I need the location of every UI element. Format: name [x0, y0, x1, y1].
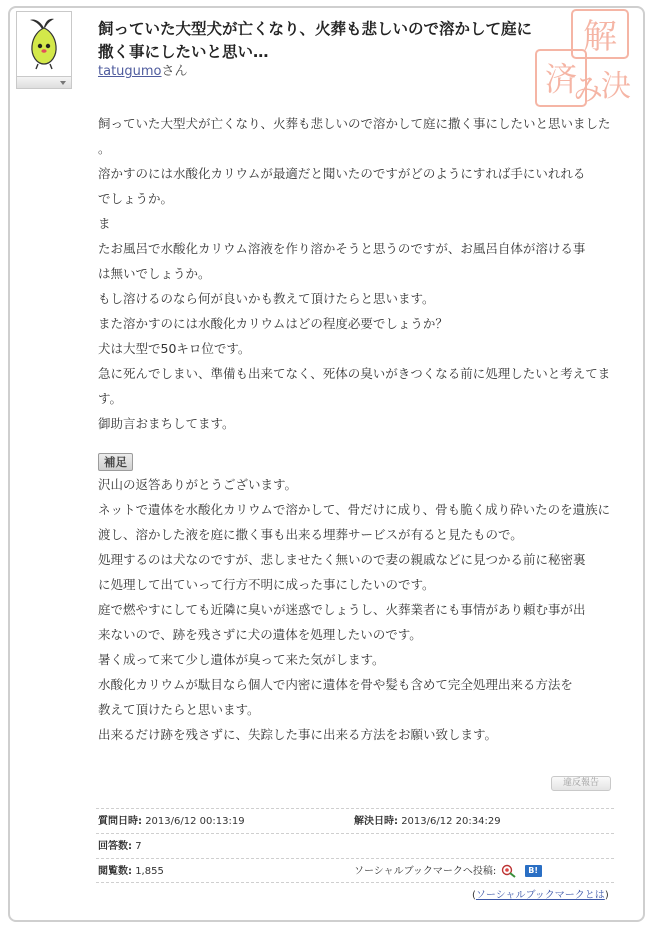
- resolved-label: 解決日時:: [354, 816, 398, 827]
- report-violation-button[interactable]: 違反報告: [551, 776, 611, 791]
- svg-text:解: 解: [583, 17, 617, 57]
- avatar[interactable]: [16, 11, 72, 89]
- question-body-line: は無いでしょうか。: [98, 266, 211, 281]
- bookmark-pin-icon[interactable]: [501, 864, 517, 878]
- resolved-datetime: [354, 809, 501, 834]
- question-body-line: もし溶けるのなら何が良いかも教えて頂けたらと思います。: [98, 291, 435, 306]
- answer-count: [98, 834, 142, 859]
- sprout-character-icon: [17, 12, 71, 76]
- svg-text:決: 決: [601, 69, 631, 104]
- asked-label: 質問日時:: [98, 816, 142, 827]
- question-body-line: す。: [98, 391, 123, 406]
- social-bookmark-label: ソーシャルブックマークへ投稿:: [354, 866, 497, 877]
- meta-row-answers: [96, 833, 614, 858]
- supplement-line: 庭で燃やすにしても近隣に臭いが迷惑でしょうし、火葬業者にも事情があり頼む事が出: [98, 602, 586, 617]
- question-body-line: また溶かすのには水酸化カリウムはどの程度必要でしょうか？: [98, 316, 448, 331]
- answers-value: 7: [135, 841, 142, 852]
- question-body-line: でしょうか。: [98, 191, 174, 206]
- question-title: 飼っていた大型犬が亡くなり、火葬も悲しいので溶かして庭に撒く事にしたいと思い…: [98, 20, 533, 61]
- question-body-line: 犬は大型で50キロ位です。: [98, 341, 251, 356]
- answers-label: 回答数:: [98, 841, 132, 852]
- author-line: [98, 60, 188, 79]
- question-body-line: 溶かすのには水酸化カリウムが最適だと聞いたのですがどのようにすれば手にいれれる: [98, 166, 586, 181]
- supplement-badge: 補足: [98, 453, 133, 471]
- question-body-line: 急に死んでしまい、準備も出来てなく、死体の臭いがきつくなる前に処理したいと考えてま: [98, 366, 611, 381]
- supplement-line: に処理して出ていって行方不明に成った事にしたいのです。: [98, 577, 435, 592]
- hatena-bookmark-icon[interactable]: B!: [525, 865, 542, 877]
- social-bookmark-help-link[interactable]: ソーシャルブックマークとは: [475, 890, 605, 901]
- resolved-stamp-icon: [532, 6, 632, 110]
- supplement-line: 沢山の返答ありがとうございます。: [98, 477, 298, 492]
- views-label: 閲覧数:: [98, 866, 132, 877]
- asked-value: 2013/6/12 00:13:19: [145, 816, 245, 827]
- supplement-line: 水酸化カリウムが駄目なら個人で内密に遺体を骨や髪も含めて完全処理出来る方法を: [98, 677, 573, 692]
- svg-text:み: み: [573, 73, 603, 108]
- author-link[interactable]: tatugumo: [98, 64, 162, 79]
- resolved-value: 2013/6/12 20:34:29: [401, 816, 501, 827]
- question-body-line: 御助言おまちしてます。: [98, 416, 235, 431]
- chevron-down-icon[interactable]: [60, 81, 66, 85]
- supplement-line: ネットで遺体を水酸化カリウムで溶かして、骨だけに成り、骨も脆く成り砕いたのを遺族に: [98, 502, 611, 517]
- social-bookmark-help: (ソーシャルブックマークとは): [472, 890, 609, 901]
- meta-row-views: [96, 858, 614, 883]
- meta-row-dates: [96, 808, 614, 833]
- supplement-line: 処理するのは犬なのですが、悲しませたく無いので妻の親戚などに見つかる前に秘密裏: [98, 552, 586, 567]
- asked-datetime: [98, 809, 245, 834]
- supplement-line: 暑く成って来て少し遺体が臭って来た気がします。: [98, 652, 385, 667]
- avatar-menu-bar[interactable]: [17, 76, 71, 88]
- author-suffix: さん: [161, 64, 188, 79]
- svg-text:済: 済: [544, 60, 578, 98]
- question-body-line: 。: [98, 141, 111, 156]
- supplement-line: 教えて頂けたらと思います。: [98, 702, 260, 717]
- supplement-line: 渡し、溶かした液を庭に撒く事も出来る埋葬サービスが有ると見たもので。: [98, 527, 523, 542]
- social-bookmark: [354, 859, 542, 884]
- question-body-line: 飼っていた大型犬が亡くなり、火葬も悲しいので溶かして庭に撒く事にしたいと思いました: [98, 116, 611, 131]
- view-count: [98, 859, 164, 884]
- question-body-line: ま: [98, 216, 111, 231]
- question-body-line: たお風呂で水酸化カリウム溶液を作り溶かそうと思うのですが、お風呂自体が溶ける事: [98, 241, 586, 256]
- supplement-body: [98, 472, 628, 747]
- question-body: [98, 111, 628, 436]
- supplement-line: 来ないので、跡を残さずに犬の遺体を処理したいのです。: [98, 627, 422, 642]
- supplement-line: 出来るだけ跡を残さずに、失踪した事に出来る方法をお願い致します。: [98, 727, 498, 742]
- views-value: 1,855: [135, 866, 164, 877]
